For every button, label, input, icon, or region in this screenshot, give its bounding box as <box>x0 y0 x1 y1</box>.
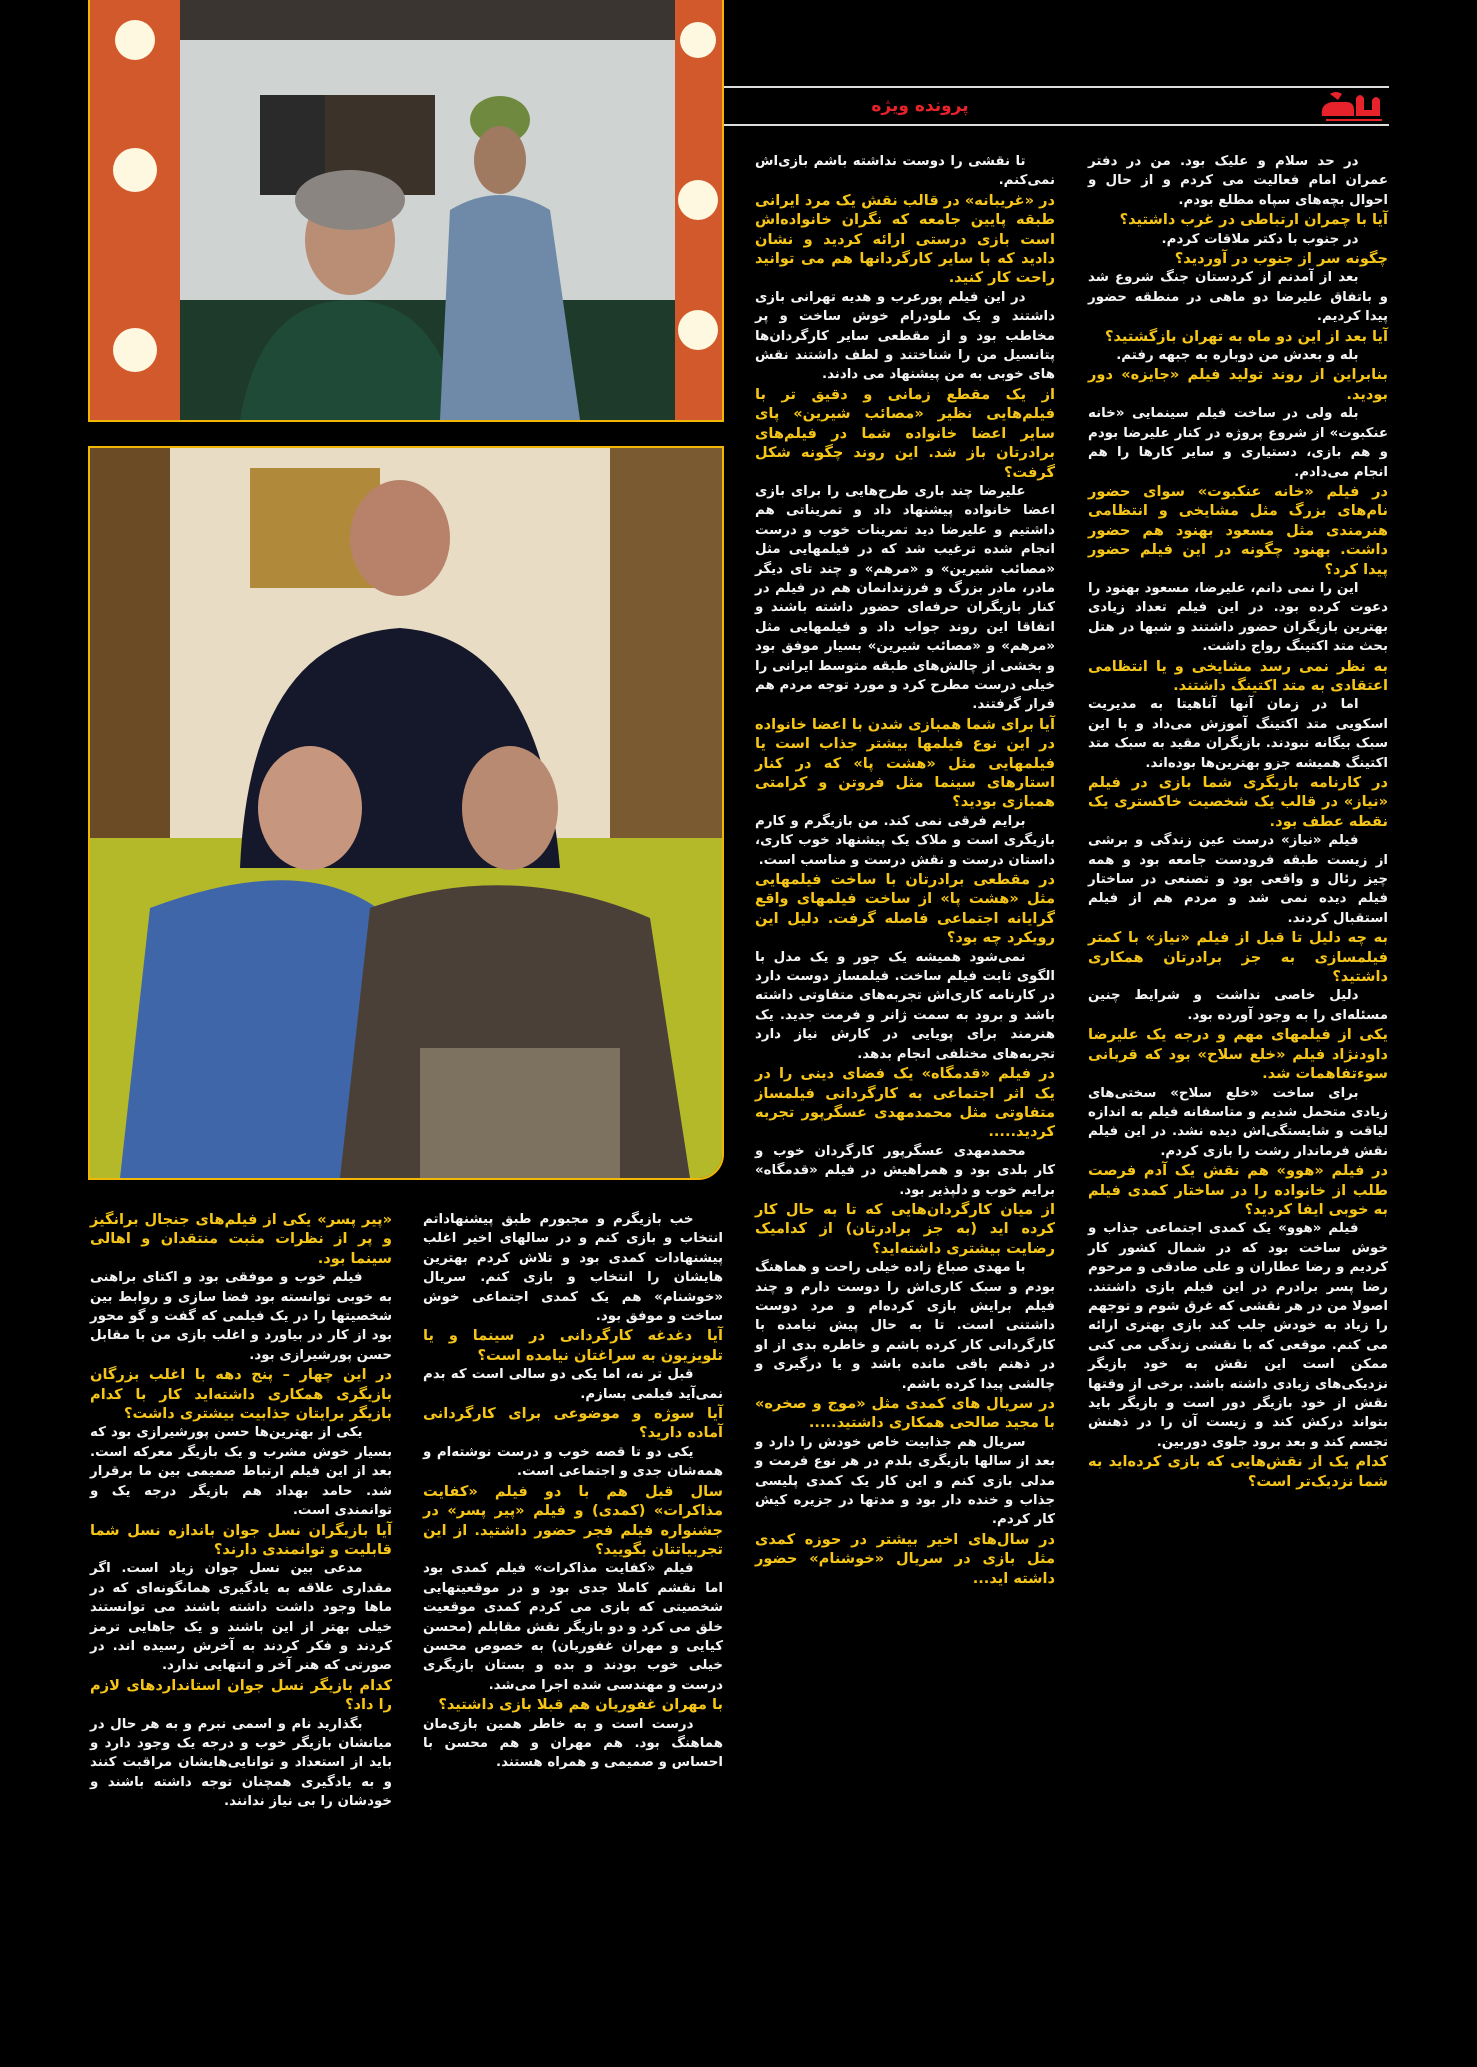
answer-paragraph: فیلم خوب و موفقی بود و اکتای براهنی به خوبی توانسته بود فضا سازی و روابط بین شخصیتها را در یک فیلمی که گفت و گو محور بود از کار در بیاورد و اغلب بازی من با مقابل حسن پورشیرازی بود. <box>90 1270 392 1363</box>
answer-paragraph: قبل تر نه، اما یکی دو سالی است که بدم نمی‌آید فیلمی بسازم. <box>423 1367 723 1402</box>
answer-paragraph: درست است و به خاطر همین بازی‌مان هماهنگ بود. هم مهران و هم محسن با احساس و صمیمی و همراه هستند. <box>423 1716 723 1771</box>
answer-paragraph: با مهدی صباغ زاده خیلی راحت و هماهنگ بودم و سبک کاری‌اش را دوست دارم و چند فیلم برایش بازی کرده‌ام و مرد دوست داشتنی است. تا به حال پیش نیامده با کارگردانی کار کرده باشم و خاطره بدی از او در ذهنم باقی مانده باشد و یا درگیری و چالشی پیدا کرده باشم. <box>755 1260 1055 1392</box>
answer-paragraph: فیلم «کفایت مذاکرات» فیلم کمدی بود اما نقشم کاملا جدی بود و در موقعیتهایی شخصیتی که بازی می کردم کمدی موقعیت خلق می کرد و دو بازیگر نقش مقابلم (محسن کیایی و مهران غفوریان) به خصوص محسن خیلی خوب بودند و بده و بستان بازیگری درست و مهندسی شده اجرا می‌شد. <box>423 1561 723 1693</box>
question-heading: «پیر پسر» یکی از فیلم‌های جنجال برانگیز و پر از نظرات مثبت منتقدان و اهالی سینما بود. <box>90 1211 392 1267</box>
question-heading: آیا بعد از این دو ماه به تهران بازگشتید؟ <box>1105 327 1388 345</box>
answer-paragraph: مدعی بین نسل جوان زیاد است. اگر مقداری علاقه به یادگیری همانگونه‌ای که در ماها وجود داشت داشته باشند می توانستند خیلی بهتر از این باشند و یک جاهایی ترمز کردند و فکر کردند به آخرش رسیده اند. در صورتی که هنر آخر و انتهایی ندارد. <box>90 1561 392 1674</box>
question-heading: با مهران غفوریان هم قبلا بازی داشتید؟ <box>438 1696 723 1714</box>
answer-paragraph: سریال هم جذابیت خاص خودش را دارد و بعد از سالها بازیگری بلدم در هر نوع فرمت و مدلی بازی کنم و این کار یک کمدی پلیسی جذاب و خنده دار بود و مدتها در جزیره کیش کار کردم. <box>755 1434 1055 1528</box>
question-heading: در این چهار – پنج دهه با اغلب بزرگان بازیگری همکاری داشته‌اید کار با کدام بازیگر برایتان جذابیت بیشتری داشت؟ <box>90 1366 392 1423</box>
question-heading: در سال‌های اخیر بیشتر در حوزه کمدی مثل بازی در سریال «خوشنام» حضور داشته اید... <box>755 1530 1055 1587</box>
question-heading: کدام یک از نقش‌هایی که بازی کرده‌اید به شما نزدیک‌تر است؟ <box>1088 1453 1388 1490</box>
question-heading: کدام بازیگر نسل جوان استانداردهای لازم را داد؟ <box>90 1676 392 1714</box>
question-heading: در کارنامه بازیگری شما بازی در فیلم «نیاز» در قالب یک شخصیت خاکستری یک نقطه عطف بود. <box>1088 774 1388 830</box>
column-lower-right <box>423 1210 723 1773</box>
question-heading: بنابراین از روند تولید فیلم «جایزه» دور بودید. <box>1088 366 1388 403</box>
question-heading: در فیلم «خانه عنکبوت» سوای حضور نام‌های بزرگ مثل مشایخی و انتظامی هنرمندی مثل مسعود بهنود هم حضور داشت. بهنود چگونه در این فیلم حضور پیدا کرد؟ <box>1088 482 1388 578</box>
answer-paragraph: بله ولی در ساخت فیلم سینمایی «خانه عنکبوت» از شروع پروژه در کنار علیرضا بودم و هم بازی، دستیاری و سایر کارها را هم انجام می‌دادم. <box>1088 406 1388 480</box>
answer-paragraph: محمدمهدی عسگرپور کارگردان خوب و کار بلدی بود و همراهیش در فیلم «قدمگاه» برایم خوب و دلپذیر بود. <box>755 1143 1055 1198</box>
answer-paragraph: فیلم «هوو» یک کمدی اجتماعی جذاب و خوش ساخت بود که در شمال کشور کار کردیم و رضا عطاران و علی صادقی و مرحوم رضا پسر برادرم در این فیلم بازی داشتند. اصولا من در هر نقشی که غرق شوم و توجهم را زیاد به خودش جلب کند بازی بهتری ارائه می کنم. موقعی که با نقشی زندگی می کنی ممکن است این نقش به خود بازیگر نزدیکی‌های زیادی داشته باشد. برخی از وقتها نقش از خود بازیگر دور است و بازیگر باید بتواند درکش کند و زیست آن را در ذهنش تجسم کند و بعد برود جلوی دوربین. <box>1088 1221 1388 1450</box>
answer-paragraph: خب بازیگرم و مجبورم طبق پیشنهاداتم انتخاب و بازی کنم و در سالهای اخیر اغلب پیشنهادات کمدی بود و تلاش کردم بهترین هایشان را انتخاب و بازی کنم. سریال «خوشنام» هم یک کمدی اجتماعی خوش ساخت و موفق بود. <box>423 1212 723 1325</box>
question-heading: در سریال های کمدی مثل «موج و صخره» با مجید صالحی همکاری داشتید..... <box>755 1395 1055 1432</box>
question-heading: چگونه سر از جنوب در آوردید؟ <box>1174 250 1388 268</box>
question-heading: یکی از فیلمهای مهم و درجه یک علیرضا داودنژاد فیلم «خلع سلاح» بود که قربانی سوءتفاهمات شد. <box>1088 1026 1388 1083</box>
answer-paragraph: این را نمی دانم، علیرضا، مسعود بهنود را دعوت کرده بود. در این فیلم تعداد زیادی بهترین بازیگران حضور داشتند و شبها در هتل بحث متد اکتینگ رواج داشت. <box>1088 580 1388 655</box>
question-heading: به نظر نمی رسد مشایخی و یا انتظامی اعتقادی به متد اکتینگ داشتند. <box>1088 657 1388 694</box>
question-heading: آیا بازیگران نسل جوان باندازه نسل شما قابلیت و توانمندی دارند؟ <box>90 1521 392 1558</box>
question-heading: در فیلم «هوو» هم نقش یک آدم فرصت طلب از خانواده را در ساختار کمدی فیلم به خوبی ایفا کردید؟ <box>1088 1162 1388 1218</box>
answer-paragraph: بله و بعدش من دوباره به جبهه رفتم. <box>1116 348 1359 364</box>
answer-paragraph: فیلم «نیاز» درست عین زندگی و برشی از زیست طبقه فرودست جامعه بود و همه چیز رئال و واقعی بود و تصنعی در ساختار فیلم دیده نمی شد و مردم هم از فیلم استقبال کردند. <box>1088 833 1388 926</box>
answer-paragraph: بعد از آمدنم از کردستان جنگ شروع شد و باتفاق علیرضا دو ماهی در منطقه حضور پیدا کردیم. <box>1088 270 1388 325</box>
question-heading: از میان کارگردان‌هایی که تا به حال کار کرده اید (به جز برادرتان) از کدامیک رضایت بیشتری داشته‌اید؟ <box>755 1200 1055 1257</box>
question-heading: آیا دغدغه کارگردانی در سینما و یا تلویزیون به سراغتان نیامده است؟ <box>423 1327 723 1364</box>
question-heading: به چه دلیل تا قبل از فیلم «نیاز» با کمتر فیلمسازی به جز برادرتان همکاری داشتید؟ <box>1088 929 1388 986</box>
section-title: پرونده ویژه <box>871 96 969 116</box>
answer-paragraph: در این فیلم پورعرب و هدیه تهرانی بازی داشتند و یک ملودرام خوش ساخت و پر مخاطب بود و از مقطعی سایر کارگردان‌ها پتانسیل من را شناختند و لطف داشتند نقش های خوبی به من پیشنهاد می دادند. <box>755 289 1055 383</box>
answer-paragraph: نمی‌شود همیشه یک جور و یک مدل با الگوی ثابت فیلم ساخت. فیلمساز دوست دارد در کارنامه کاری‌اش تجربه‌های متفاوتی داشته باشد و برود به سمت ژانر و فرمت جدید. یک هنرمند برای پویایی در کارش نیاز دارد تجربه‌های مختلفی انجام بدهد. <box>755 949 1055 1062</box>
question-heading: در فیلم «قدمگاه» یک فضای دینی را در یک اثر اجتماعی به کارگردانی فیلمساز متفاوتی مثل محمدمهدی عسگرپور تجربه کردید..... <box>755 1065 1055 1141</box>
answer-paragraph: یکی از بهترین‌ها حسن پورشیرازی بود که بسیار خوش مشرب و یک بازیگر معرکه است. بعد از این فیلم ارتباط صمیمی بین ما برقرار شد. حامد بهداد هم بازیگر درجه یک و توانمندی است. <box>90 1425 392 1519</box>
question-heading: در مقطعی برادرتان با ساخت فیلمهایی مثل «هشت پا» از ساخت فیلمهای واقع گرایانه اجتماعی فاصله گرفت. دلیل این رویکرد چه بود؟ <box>755 871 1055 947</box>
answer-paragraph: در جنوب با دکتر ملاقات کردم. <box>1161 231 1359 247</box>
question-heading: آیا برای شما همبازی شدن با اعضا خانواده در این نوع فیلمها بیشتر جذاب است یا فیلمهایی مثل «هشت پا» که در کنار استارهای سینما مثل فروتن و کرامتی همبازی بودید؟ <box>755 715 1055 811</box>
column-right <box>1088 152 1388 1491</box>
answer-paragraph: دلیل خاصی نداشت و شرایط چنین مسئله‌ای را به وجود آورده بود. <box>1088 988 1388 1023</box>
header-rule-top <box>722 86 1389 88</box>
header-rule-bottom <box>722 124 1389 126</box>
photo-makeup-room <box>88 0 724 422</box>
photo-three-actors <box>88 446 724 1180</box>
answer-paragraph: علیرضا چند باری طرح‌هایی را برای بازی اعضا خانواده پیشنهاد داد و تمریناتی هم داشتیم و علیرضا دید تمرینات خوب و درست انجام شده ترغیب شد که در فیلمهایی مثل «مصائب شیرین» و «مرهم» و چند تای دیگر مادر، مادر بزرگ و فرزندانمان هم در فیلم در کنار بازیگران حرفه‌ای حضور داشته باشند و اتفاقا این روند جواب داد و فیلمهایی مثل «مرهم» و «مصائب شیرین» بسیار موفق بود و بخشی از چالش‌های طبقه متوسط ایرانی را خیلی درست مطرح کرد و مورد توجه مردم هم قرار گرفتند. <box>755 483 1055 713</box>
question-heading: آیا سوژه و موضوعی برای کارگردانی آماده دارید؟ <box>423 1405 723 1442</box>
magazine-logo <box>1316 90 1388 124</box>
column-lower-left <box>90 1210 392 1812</box>
question-heading: آیا با چمران ارتباطی در غرب داشتید؟ <box>1119 211 1388 229</box>
column-middle <box>755 152 1055 1588</box>
question-heading: از یک مقطع زمانی و دقیق تر با فیلم‌هایی نظیر «مصائب شیرین» پای سایر اعضا خانواده شما در فیلم‌های برادرتان باز شد. این روند چگونه شکل گرفت؟ <box>755 385 1055 481</box>
answer-paragraph: بگذارید نام و اسمی نبرم و به هر حال در میانشان بازیگر خوب و درجه یک وجود دارد و باید از استعداد و توانایی‌هایشان مراقبت کنند و به یادگیری همچنان توجه داشته باشند و خودشان را بی نیاز ندانند. <box>90 1716 392 1810</box>
question-heading: سال قبل هم با دو فیلم «کفایت مذاکرات» (کمدی) و فیلم «پیر پسر» در جشنواره فیلم فجر حضور داشتید. از این تجربیاتتان بگویید؟ <box>423 1482 723 1558</box>
answer-paragraph: یکی دو تا قصه خوب و درست نوشته‌ام و همه‌شان جدی و اجتماعی است. <box>423 1444 723 1480</box>
answer-paragraph: برای ساخت «خلع سلاح» سختی‌های زیادی متحمل شدیم و متاسفانه فیلم به اندازه لیاقت و شایستگی‌اش دیده نشد. در این فیلم نقش فرماندار رشت را بازی کردم. <box>1088 1085 1388 1159</box>
question-heading: در «غریبانه» در قالب نقش یک مرد ایرانی طبقه پایین جامعه که نگران خانواده‌اش است بازی درستی ارائه کردید و نشان دادید که با سایر کارگردانها هم می توانید راحت کار کنید. <box>755 191 1055 287</box>
answer-paragraph: اما در زمان آنها آناهیتا به مدیریت اسکویی متد اکتینگ آموزش می‌داد و با این سبک بیگانه نبودند. بازیگران مقید به سبک متد اکتینگ همیشه جزو بهترین‌ها بوده‌اند. <box>1088 697 1388 771</box>
answer-paragraph: در حد سلام و علیک بود. من در دفتر عمران امام فعالیت می کردم و از حال و احوال بچه‌های سپاه مطلع بودم. <box>1088 154 1388 208</box>
answer-paragraph: تا نقشی را دوست نداشته باشم بازی‌اش نمی‌کنم. <box>755 154 1055 189</box>
answer-paragraph: برایم فرقی نمی کند. من بازیگرم و کارم بازیگری است و ملاک یک پیشنهاد خوب کاری، داستان درست و نقش درست و مناسب است. <box>755 813 1055 868</box>
